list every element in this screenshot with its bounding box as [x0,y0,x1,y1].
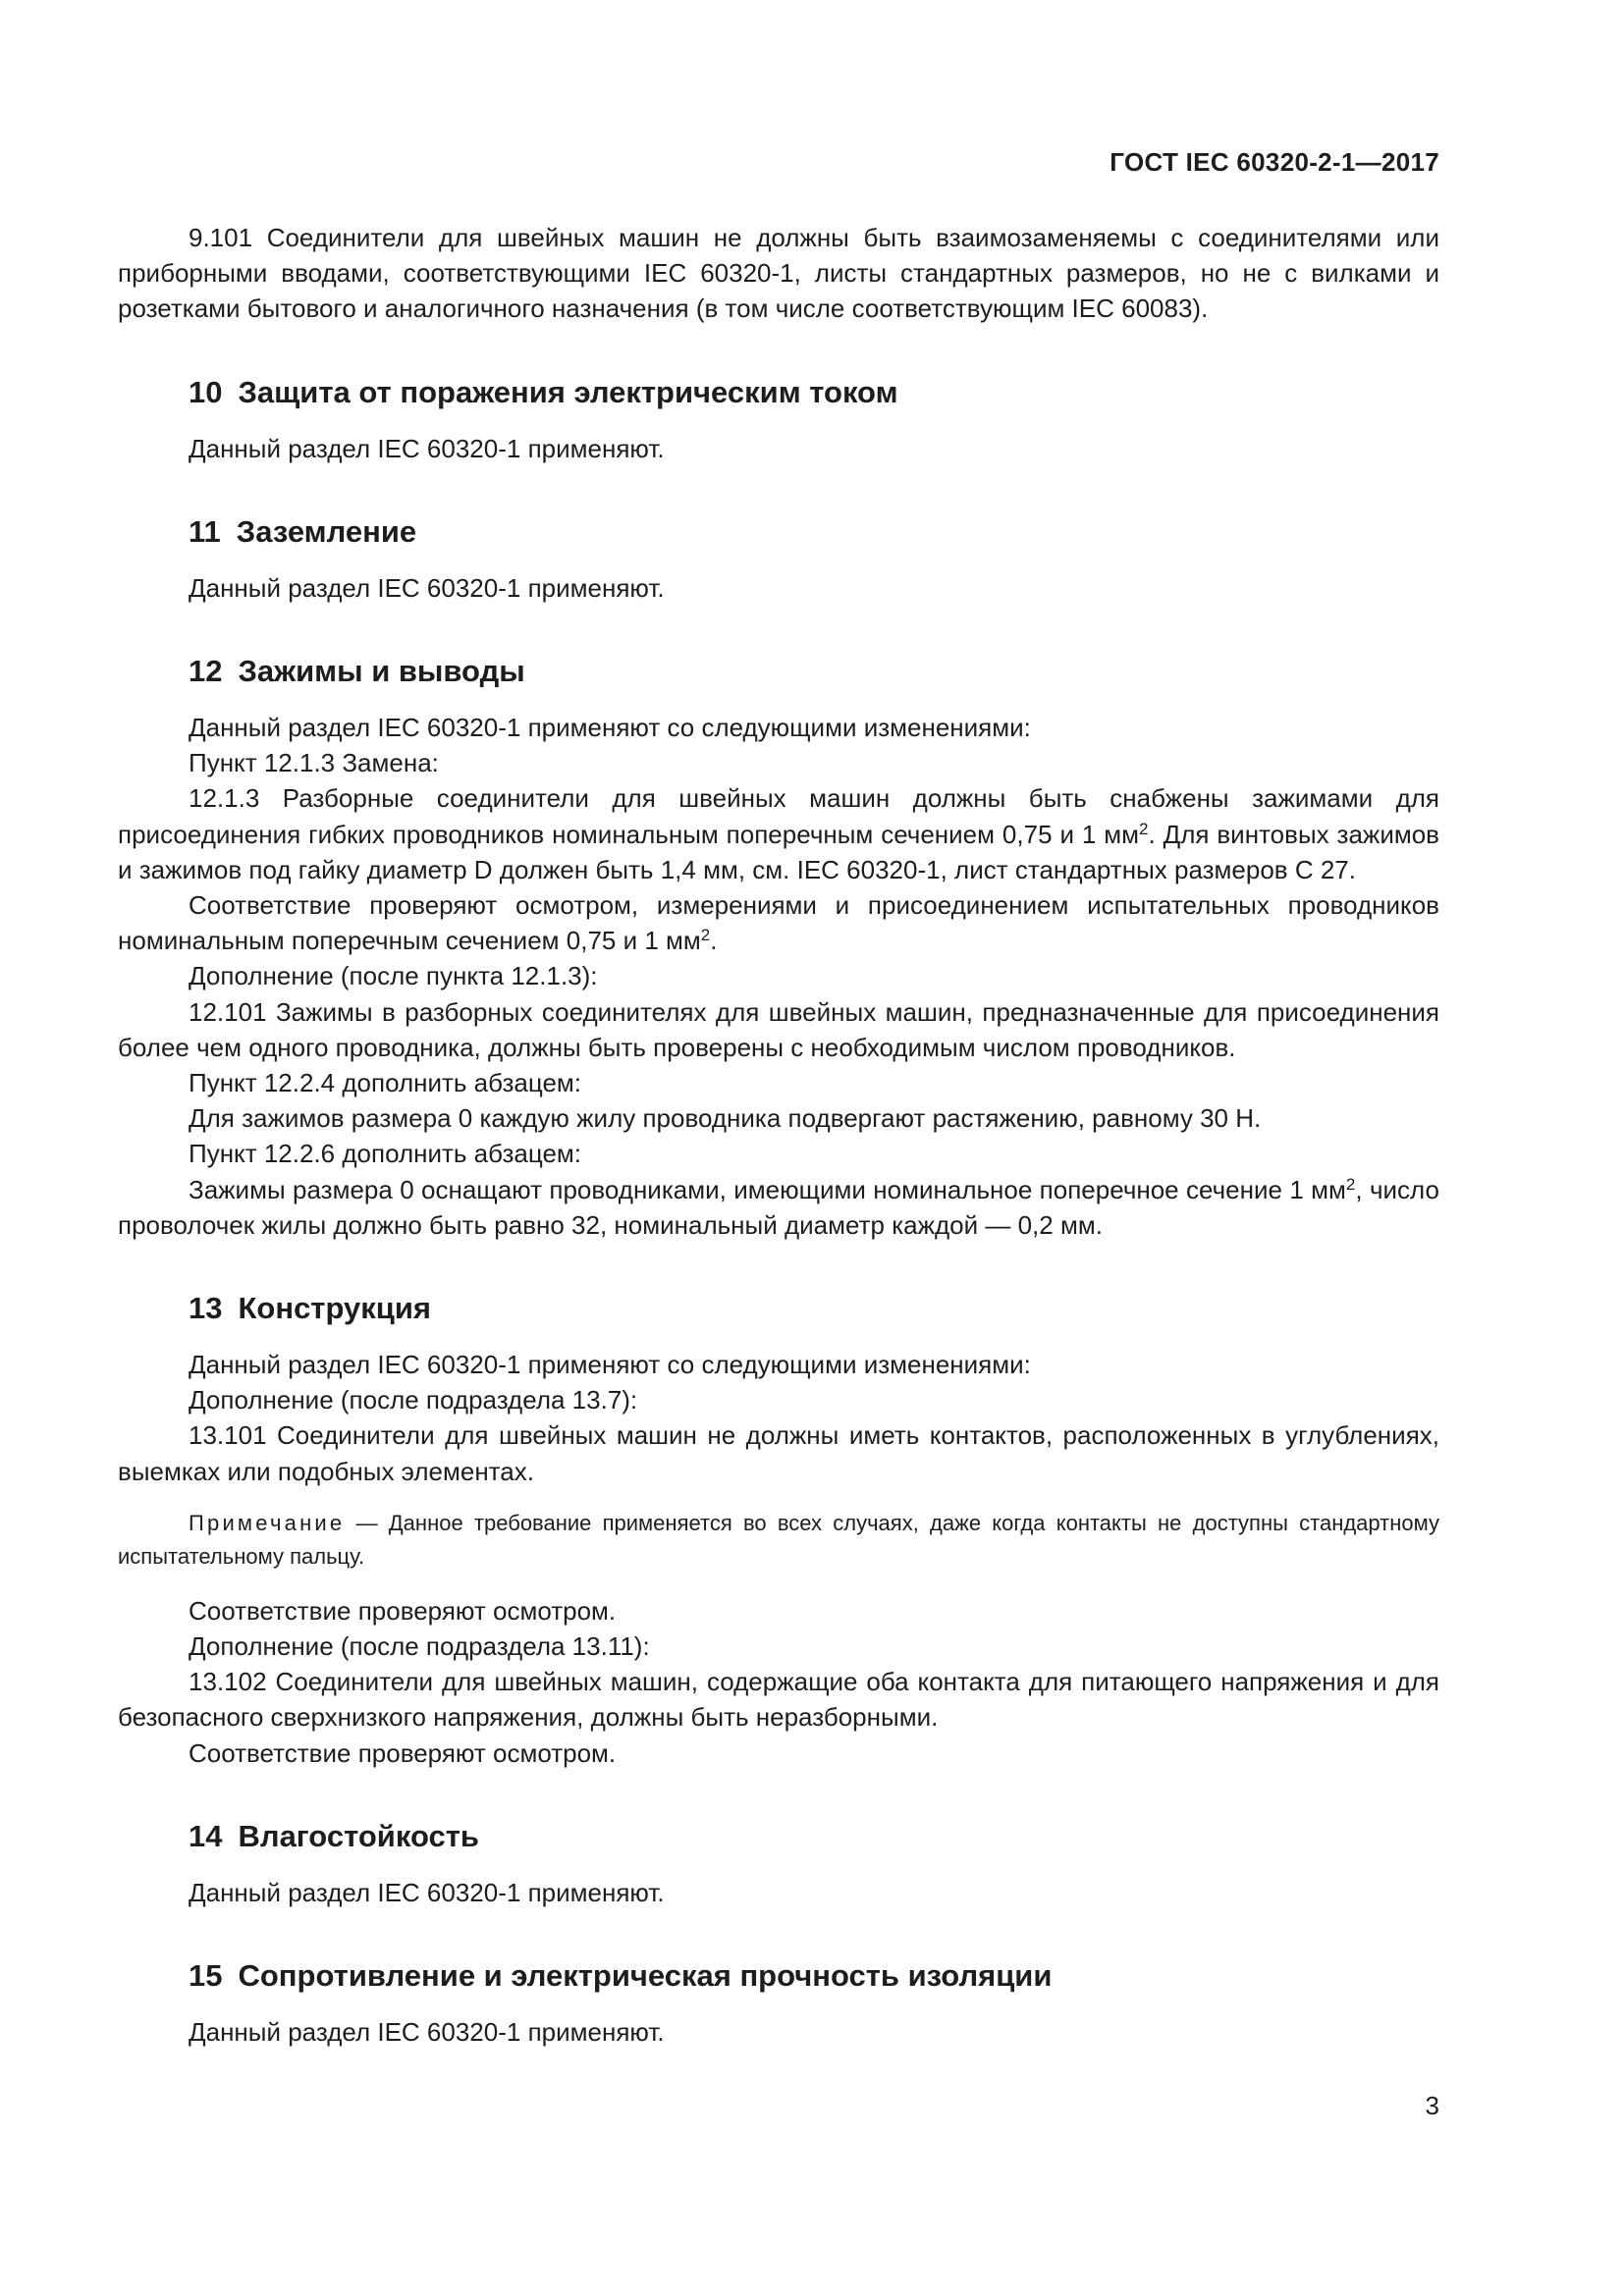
paragraph: Соответствие проверяют осмотром. [189,1737,617,1768]
document-designation: ГОСТ IEC 60320-2-1—2017 [1110,147,1439,177]
section-number: 13 [189,1291,223,1326]
paragraph: Данный раздел IEC 60320-1 применяют. [189,572,665,603]
paragraph: Пункт 12.2.4 дополнить абзацем: [189,1068,582,1098]
section-title: Зажимы и выводы [238,654,525,689]
section-title: Защита от поражения электрическим током [238,374,898,409]
section-number: 12 [189,654,223,689]
text-run: 12.1.3 Разборные соединители для швейных машин должны быть снабжены зажимами для присоединения гибких проводников номинальным поперечным сечением 0,75 и 1 мм [118,783,1439,849]
paragraph-9-101: 9.101 Соединители для швейных машин не должны быть взаимозаменяемы с соединителями или приборными вводами, соответствующими IEC 60320-1, листы стандартных размеров, но не с вилками и розетками бытового и аналогичного назначения (в том числе соответствующим IEC 60083). [118,223,1439,324]
superscript: 2 [700,926,711,945]
section-heading-10 [189,374,1439,411]
section-number: 15 [189,1958,223,1994]
page-content [118,220,1439,2050]
paragraph: Данный раздел IEC 60320-1 применяют. [189,2017,665,2048]
paragraph: Дополнение (после пункта 12.1.3): [189,961,598,991]
paragraph-12-1-3 [118,780,1439,887]
section-heading-14 [189,1818,1439,1855]
paragraph: Данный раздел IEC 60320-1 применяют. [189,1877,665,1907]
paragraph: Данный раздел IEC 60320-1 применяют со следующими изменениями: [189,713,1031,743]
section-number: 10 [189,374,223,409]
paragraph: Соответствие проверяют осмотром. [189,1595,617,1626]
section-title: Конструкция [238,1291,431,1326]
section-heading-12 [189,653,1439,690]
paragraph-13-102: 13.102 Соединители для швейных машин, содержащие оба контакта для питающего напряжения и для безопасного сверхнизкого напряжения, должны быть неразборными. [118,1667,1439,1733]
text-run: . [710,926,718,956]
paragraph: Данный раздел IEC 60320-1 применяют. [189,433,665,463]
text-run: , число проволочек жилы должно быть равно 32, номинальный диаметр каждой — 0,2 мм. [118,1174,1439,1240]
note [118,1507,1439,1574]
paragraph-13-101: 13.101 Соединители для швейных машин не должны иметь контактов, расположенных в углублениях, выемках или подобных элементах. [118,1420,1439,1486]
paragraph: Для зажимов размера 0 каждую жилу проводника подвергают растяжению, равному 30 Н. [189,1103,1262,1134]
section-title: Заземление [236,513,417,549]
page-number: 3 [1425,2091,1439,2120]
text-run: Соответствие проверяют осмотром, измерениями и присоединением испытательных проводников номинальным поперечным сечением 0,75 и 1 мм [118,890,1439,956]
section-heading-15 [189,1957,1439,1995]
note-text: — Данное требование применяется во всех случаях, даже когда контакты не доступны стандартному испытательному пальцу. [118,1510,1439,1569]
paragraph: Пункт 12.1.3 Замена: [189,748,439,778]
paragraph: Данный раздел IEC 60320-1 применяют со следующими изменениями: [189,1350,1031,1380]
paragraph [118,887,1439,958]
paragraph-12-101: 12.101 Зажимы в разборных соединителях для швейных машин, предназначенные для присоединения более чем одного проводника, должны быть проверены с необходимым числом проводников. [118,996,1439,1062]
note-label: Примечание [189,1510,346,1535]
paragraph: Дополнение (после подраздела 13.11): [189,1631,650,1662]
superscript: 2 [1345,1174,1356,1194]
text-run: Зажимы размера 0 оснащают проводниками, имеющими номинальное поперечное сечение 1 мм [189,1174,1346,1204]
section-number: 14 [189,1818,223,1853]
section-heading-13 [189,1290,1439,1327]
section-title: Влагостойкость [238,1818,479,1853]
paragraph: Пункт 12.2.6 дополнить абзацем: [189,1139,582,1169]
paragraph: Дополнение (после подраздела 13.7): [189,1385,638,1415]
text-run: . Для винтовых зажимов и зажимов под гайку диаметр D должен быть 1,4 мм, см. IEC 60320-1, лист стандартных размеров С 27. [118,819,1439,884]
section-number: 11 [189,513,221,549]
section-heading-11 [189,513,1439,551]
superscript: 2 [1139,819,1149,838]
paragraph [118,1172,1439,1243]
section-title: Сопротивление и электрическая прочность изоляции [238,1958,1053,1994]
